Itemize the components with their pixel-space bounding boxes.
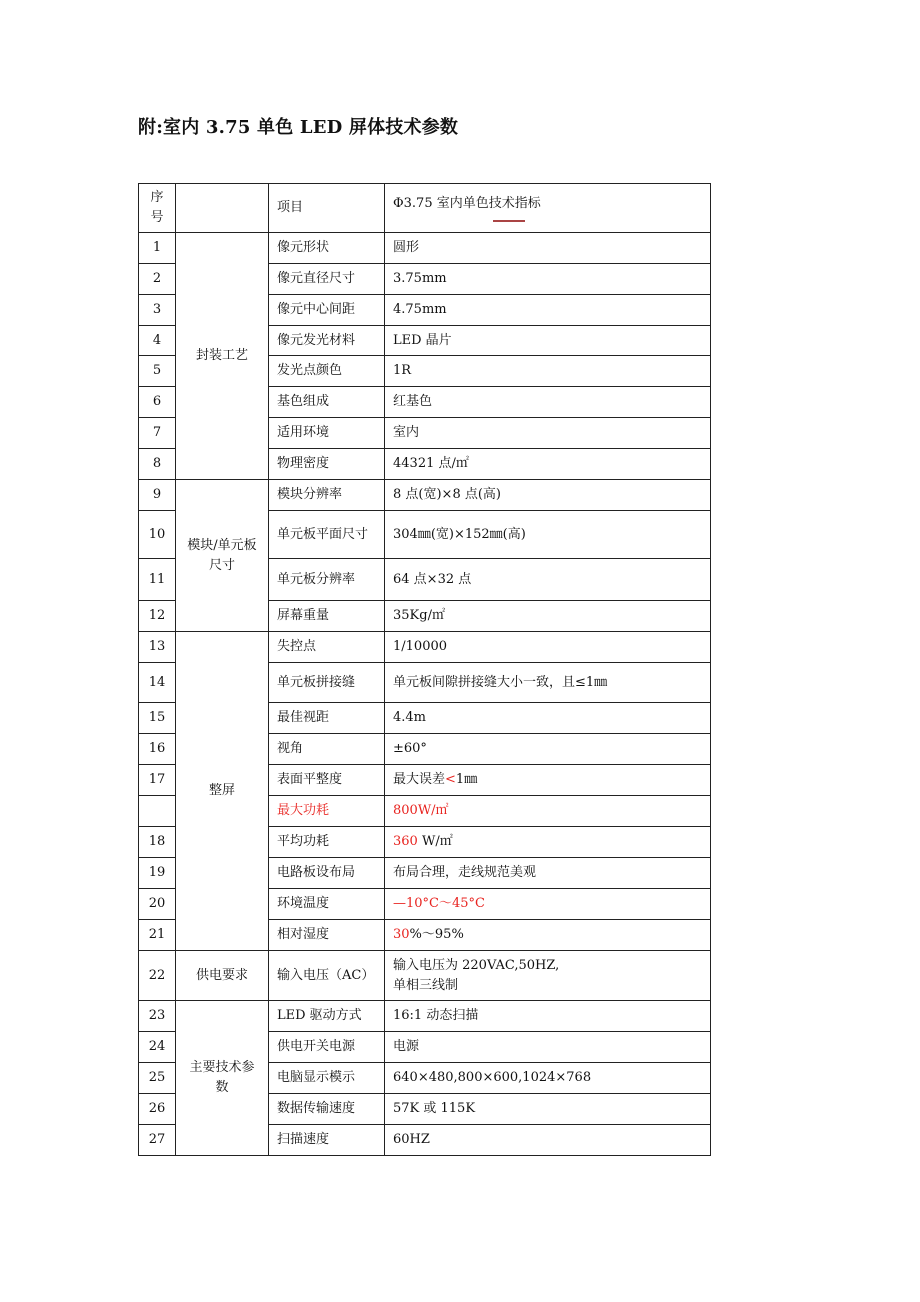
row-value: [385, 765, 711, 796]
row-value: 室内: [385, 418, 711, 449]
row-number: 6: [139, 387, 176, 418]
header-underline-mark: [493, 220, 525, 222]
table-row: [139, 1001, 711, 1032]
table-row: [139, 951, 711, 1001]
row-item: 像元发光材料: [269, 326, 385, 356]
row-number: 11: [139, 559, 176, 601]
row-item: 模块分辨率: [269, 480, 385, 511]
row-number: [139, 796, 176, 827]
row-value: 60HZ: [385, 1125, 711, 1156]
row-value: [385, 920, 711, 951]
group-tech: 主要技术参 数: [176, 1001, 269, 1156]
row-number: 9: [139, 480, 176, 511]
row-item: 环境温度: [269, 889, 385, 920]
row-item: 表面平整度: [269, 765, 385, 796]
row-number: 17: [139, 765, 176, 796]
row-number: 16: [139, 734, 176, 765]
row-value: [385, 951, 711, 1001]
row-item: 最佳视距: [269, 703, 385, 734]
value-text: W/㎡: [417, 834, 453, 849]
spec-table: [138, 183, 711, 1156]
row-value: 16:1 动态扫描: [385, 1001, 711, 1032]
row-number: 4: [139, 326, 176, 356]
row-number: 22: [139, 951, 176, 1001]
header-value-text: Φ3.75 室内单色技术指标: [393, 196, 541, 211]
row-number: 20: [139, 889, 176, 920]
row-number: 18: [139, 827, 176, 858]
row-value: ±60°: [385, 734, 711, 765]
row-number: 10: [139, 511, 176, 559]
row-item: 最大功耗: [269, 796, 385, 827]
row-item: 像元形状: [269, 233, 385, 264]
row-value: 1/10000: [385, 632, 711, 663]
row-item: 单元板分辨率: [269, 559, 385, 601]
value-text: 最大误差: [393, 772, 446, 787]
value-highlight: 360: [393, 834, 418, 849]
row-number: 1: [139, 233, 176, 264]
row-item: 电路板设布局: [269, 858, 385, 889]
row-value: 800W/㎡: [385, 796, 711, 827]
row-item: LED 驱动方式: [269, 1001, 385, 1032]
header-value: [385, 184, 711, 233]
table-row: [139, 233, 711, 264]
row-item: 扫描速度: [269, 1125, 385, 1156]
row-value: 布局合理，走线规范美观: [385, 858, 711, 889]
row-value: 4.4m: [385, 703, 711, 734]
row-value: 57K 或 115K: [385, 1094, 711, 1125]
row-value: 304㎜(宽)×152㎜(高): [385, 511, 711, 559]
row-item: 供电开关电源: [269, 1032, 385, 1063]
row-value: 单元板间隙拼接缝大小一致，且≤1㎜: [385, 663, 711, 703]
row-number: 13: [139, 632, 176, 663]
header-group: [176, 184, 269, 233]
row-item: 单元板平面尺寸: [269, 511, 385, 559]
value-highlight: <: [445, 772, 456, 787]
group-screen: 整屏: [176, 632, 269, 951]
value-highlight: 30: [393, 927, 410, 942]
table-header-row: [139, 184, 711, 233]
row-item: 基色组成: [269, 387, 385, 418]
row-item: 发光点颜色: [269, 356, 385, 387]
row-number: 24: [139, 1032, 176, 1063]
row-number: 5: [139, 356, 176, 387]
row-number: 2: [139, 264, 176, 295]
row-number: 21: [139, 920, 176, 951]
row-item: 物理密度: [269, 449, 385, 480]
row-item: 电脑显示模示: [269, 1063, 385, 1094]
row-number: 15: [139, 703, 176, 734]
header-item: 项目: [269, 184, 385, 233]
row-number: 27: [139, 1125, 176, 1156]
table-row: [139, 632, 711, 663]
row-value: 640×480,800×600,1024×768: [385, 1063, 711, 1094]
row-item: 输入电压（AC）: [269, 951, 385, 1001]
row-value: 44321 点/㎡: [385, 449, 711, 480]
row-value: 4.75mm: [385, 295, 711, 326]
header-index: 序 号: [139, 184, 176, 233]
row-value: LED 晶片: [385, 326, 711, 356]
row-item: 相对湿度: [269, 920, 385, 951]
value-text: %～95%: [409, 927, 464, 942]
row-value: 8 点(宽)×8 点(高): [385, 480, 711, 511]
row-value: 3.75mm: [385, 264, 711, 295]
row-number: 8: [139, 449, 176, 480]
row-item: 单元板拼接缝: [269, 663, 385, 703]
row-value: 红基色: [385, 387, 711, 418]
table-row: [139, 480, 711, 511]
document-title: 附:室内 3.75 单色 LED 屏体技术参数: [138, 117, 459, 138]
row-item: 失控点: [269, 632, 385, 663]
row-value: 35Kg/㎡: [385, 601, 711, 632]
value-line-2: 单相三线制: [393, 977, 459, 993]
value-text: 1㎜: [455, 772, 478, 787]
row-number: 25: [139, 1063, 176, 1094]
row-number: 26: [139, 1094, 176, 1125]
row-value: 电源: [385, 1032, 711, 1063]
row-value: 1R: [385, 356, 711, 387]
row-item: 像元中心间距: [269, 295, 385, 326]
row-number: 19: [139, 858, 176, 889]
row-number: 14: [139, 663, 176, 703]
row-item: 屏幕重量: [269, 601, 385, 632]
row-value: —10°C～45°C: [385, 889, 711, 920]
row-number: 7: [139, 418, 176, 449]
group-module: 模块/单元板 尺寸: [176, 480, 269, 632]
row-item: 视角: [269, 734, 385, 765]
row-item: 数据传输速度: [269, 1094, 385, 1125]
row-item: 适用环境: [269, 418, 385, 449]
row-value: 64 点×32 点: [385, 559, 711, 601]
row-number: 12: [139, 601, 176, 632]
group-packaging: 封装工艺: [176, 233, 269, 480]
value-line-1: 输入电压为 220VAC,50HZ,: [393, 957, 560, 973]
row-item: 平均功耗: [269, 827, 385, 858]
row-item: 像元直径尺寸: [269, 264, 385, 295]
row-number: 23: [139, 1001, 176, 1032]
row-value: 圆形: [385, 233, 711, 264]
row-number: 3: [139, 295, 176, 326]
group-power: 供电要求: [176, 951, 269, 1001]
row-value: [385, 827, 711, 858]
